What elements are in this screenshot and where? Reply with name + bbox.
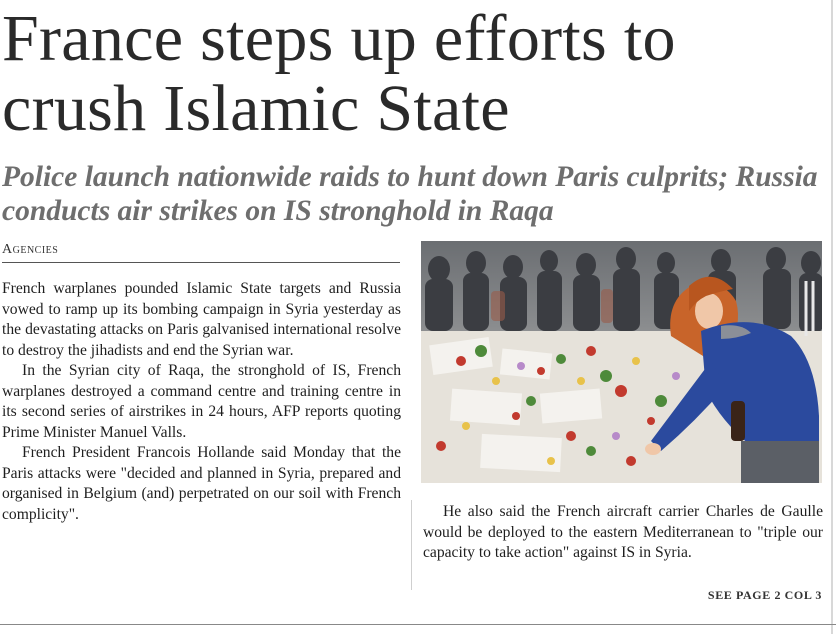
news-photo: [421, 241, 822, 483]
article-body-right: [423, 502, 823, 564]
subheadline: Police launch nationwide raids to hunt down Paris culprits; Russia conducts air strikes on IS stronghold in Raqa: [2, 161, 818, 227]
article-body-left: [2, 279, 401, 525]
body-paragraph-3: French President Francois Hollande said Monday that the Paris attacks were "decided and planned in Syria, prepared and organised in Belgium (and) perpetrated on our soil with French complicity".: [2, 444, 401, 523]
body-paragraph-1: French warplanes pounded Islamic State targets and Russia vowed to ramp up its bombing campaign in Syria yesterday as the devastating attacks on Paris galvanised international resolve to destroy the jihadists and end the Syrian war.: [2, 280, 401, 359]
headline: France steps up efforts to crush Islamic State: [2, 2, 676, 145]
body-paragraph-2: In the Syrian city of Raqa, the stronghold of IS, French warplanes destroyed a command centre and training centre in its second series of airstrikes in 24 hours, AFP reports quoting Prime Minister Manuel Valls.: [2, 362, 401, 441]
column-divider: [411, 500, 412, 590]
jump-line[interactable]: SEE PAGE 2 COL 3: [707, 588, 822, 602]
body-paragraph-4: He also said the French aircraft carrier Charles de Gaulle would be deployed to the eastern Mediterranean to "triple our capacity to take action" against IS in Syria.: [423, 503, 823, 561]
bottom-rule: [0, 624, 836, 625]
memorial-photo-illustration: [421, 241, 822, 483]
page-edge: [831, 0, 833, 634]
byline: Agencies: [2, 242, 400, 263]
